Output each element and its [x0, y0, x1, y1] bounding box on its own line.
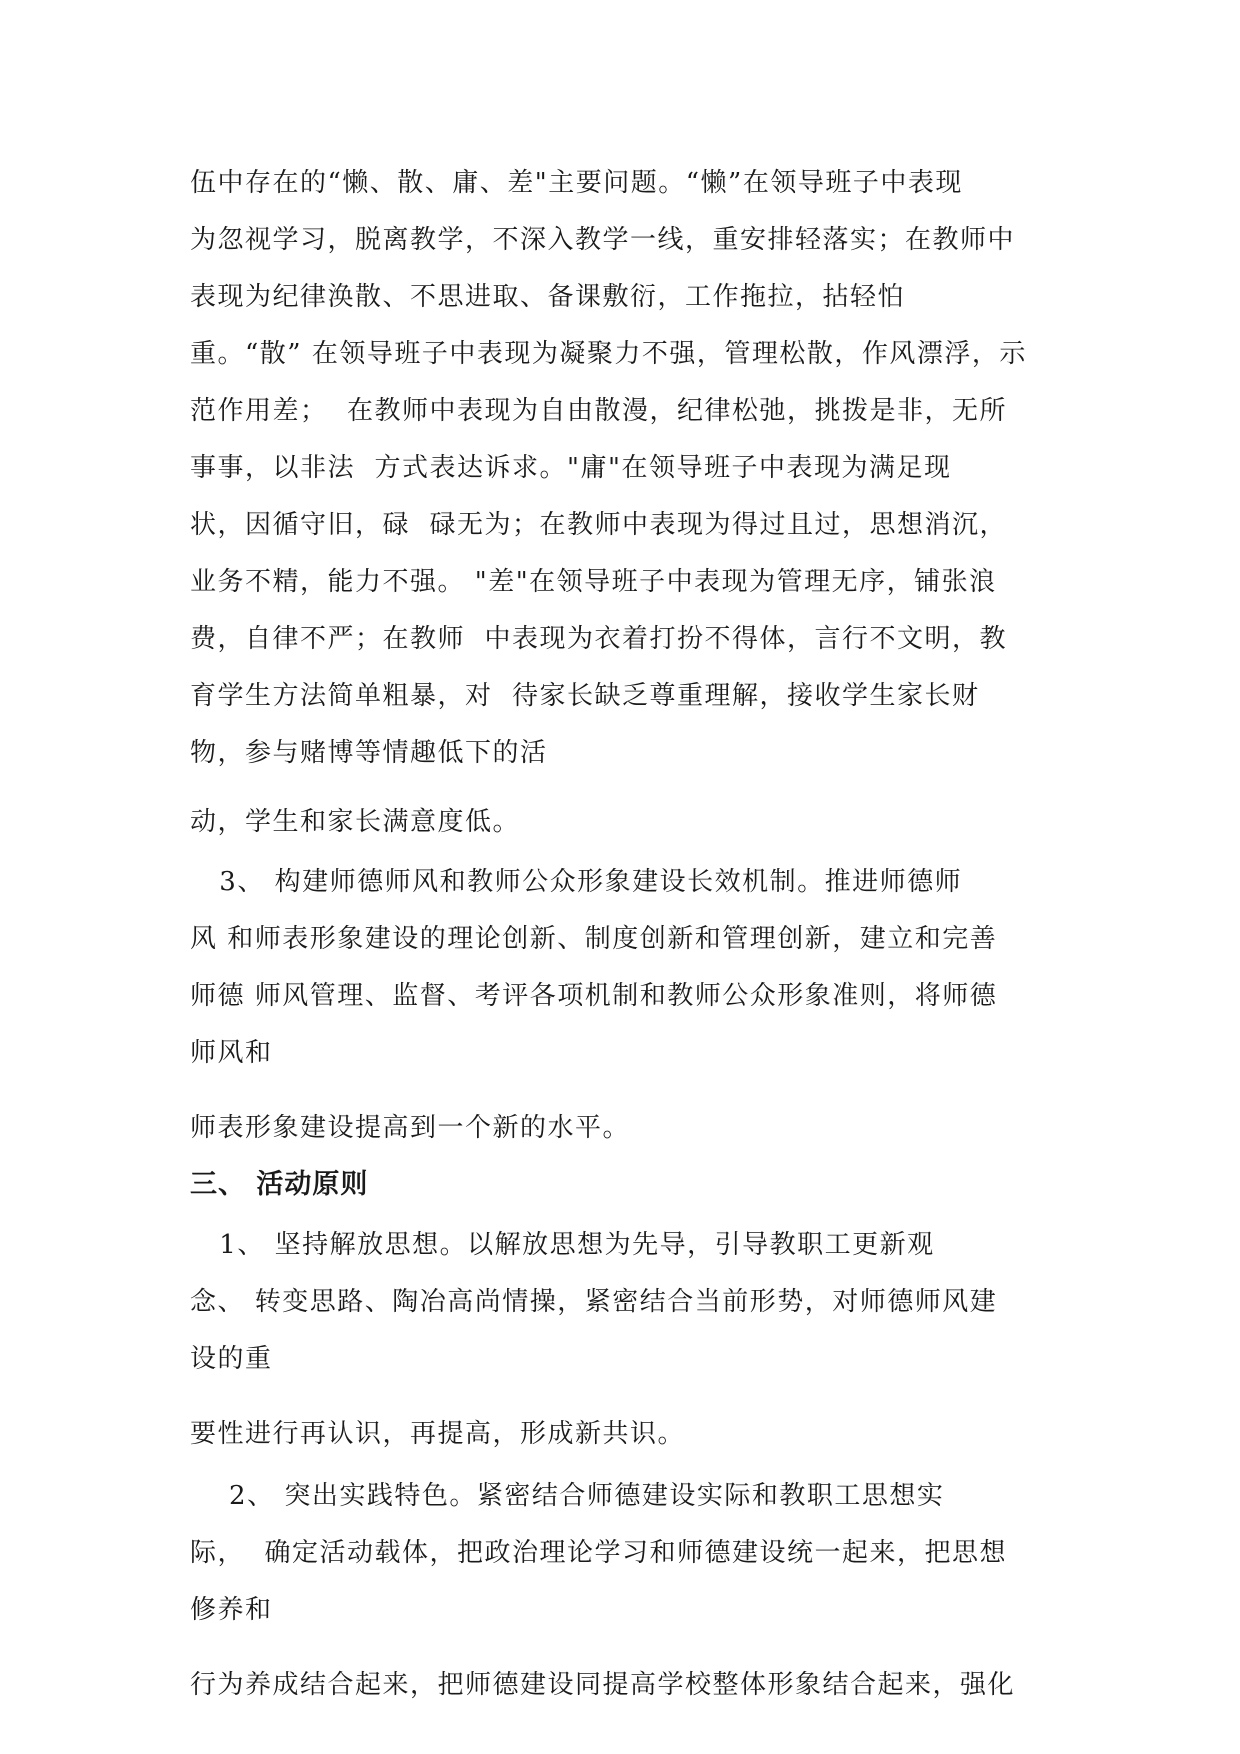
paragraph-line: 1、 坚持解放思想。以解放思想为先导，引导教职工更新观 [190, 1230, 935, 1260]
paragraph-line: 动，学生和家长满意度低。 [190, 807, 521, 837]
section-heading: 三、 活动原则 [190, 1169, 369, 1200]
paragraph-line: 风 和师表形象建设的理论创新、制度创新和管理创新，建立和完善 [190, 924, 998, 954]
paragraph-line: 表现为纪律涣散、不思进取、备课敷衍，工作拖拉，拈轻怕 [190, 282, 906, 312]
paragraph-line: 物，参与赌博等情趣低下的活 [190, 738, 548, 768]
paragraph-line: 业务不精，能力不强。 "差"在领导班子中表现为管理无序，铺张浪 [190, 567, 997, 597]
paragraph-line: 念、 转变思路、陶冶高尚情操，紧密结合当前形势，对师德师风建 [190, 1287, 998, 1317]
paragraph-line: 为忽视学习，脱离教学，不深入教学一线，重安排轻落实；在教师中 [190, 225, 1016, 255]
paragraph-line: 师风和 [190, 1038, 273, 1068]
paragraph-line: 状，因循守旧，碌 碌无为；在教师中表现为得过且过，思想消沉， [190, 510, 1008, 540]
paragraph-line: 师德 师风管理、监督、考评各项机制和教师公众形象准则，将师德 [190, 981, 998, 1011]
paragraph-line: 修养和 [190, 1595, 273, 1625]
paragraph-line: 重。“散” 在领导班子中表现为凝聚力不强，管理松散，作风漂浮，示 [190, 339, 1027, 369]
paragraph-line: 要性进行再认识，再提高，形成新共识。 [190, 1419, 686, 1449]
paragraph-line: 3、 构建师德师风和教师公众形象建设长效机制。推进师德师 [190, 867, 963, 897]
paragraph-line: 育学生方法简单粗暴，对 待家长缺乏尊重理解，接收学生家长财 [190, 681, 980, 711]
paragraph-line: 际， 确定活动载体，把政治理论学习和师德建设统一起来，把思想 [190, 1538, 1008, 1568]
paragraph-line: 设的重 [190, 1344, 273, 1374]
paragraph-line: 范作用差； 在教师中表现为自由散漫，纪律松弛，挑拨是非，无所 [190, 396, 1008, 426]
paragraph-line: 2、 突出实践特色。紧密结合师德建设实际和教职工思想实 [190, 1481, 945, 1511]
paragraph-line: 费，自律不严；在教师 中表现为衣着打扮不得体，言行不文明，教 [190, 624, 1008, 654]
paragraph-line: 事事，以非法 方式表达诉求。"庸"在领导班子中表现为满足现 [190, 453, 952, 483]
paragraph-line: 师表形象建设提高到一个新的水平。 [190, 1113, 631, 1143]
paragraph-line: 行为养成结合起来，把师德建设同提高学校整体形象结合起来，强化 [190, 1670, 1016, 1700]
paragraph-line: 伍中存在的“懒、散、庸、差"主要问题。“懒”在领导班子中表现 [190, 168, 963, 198]
